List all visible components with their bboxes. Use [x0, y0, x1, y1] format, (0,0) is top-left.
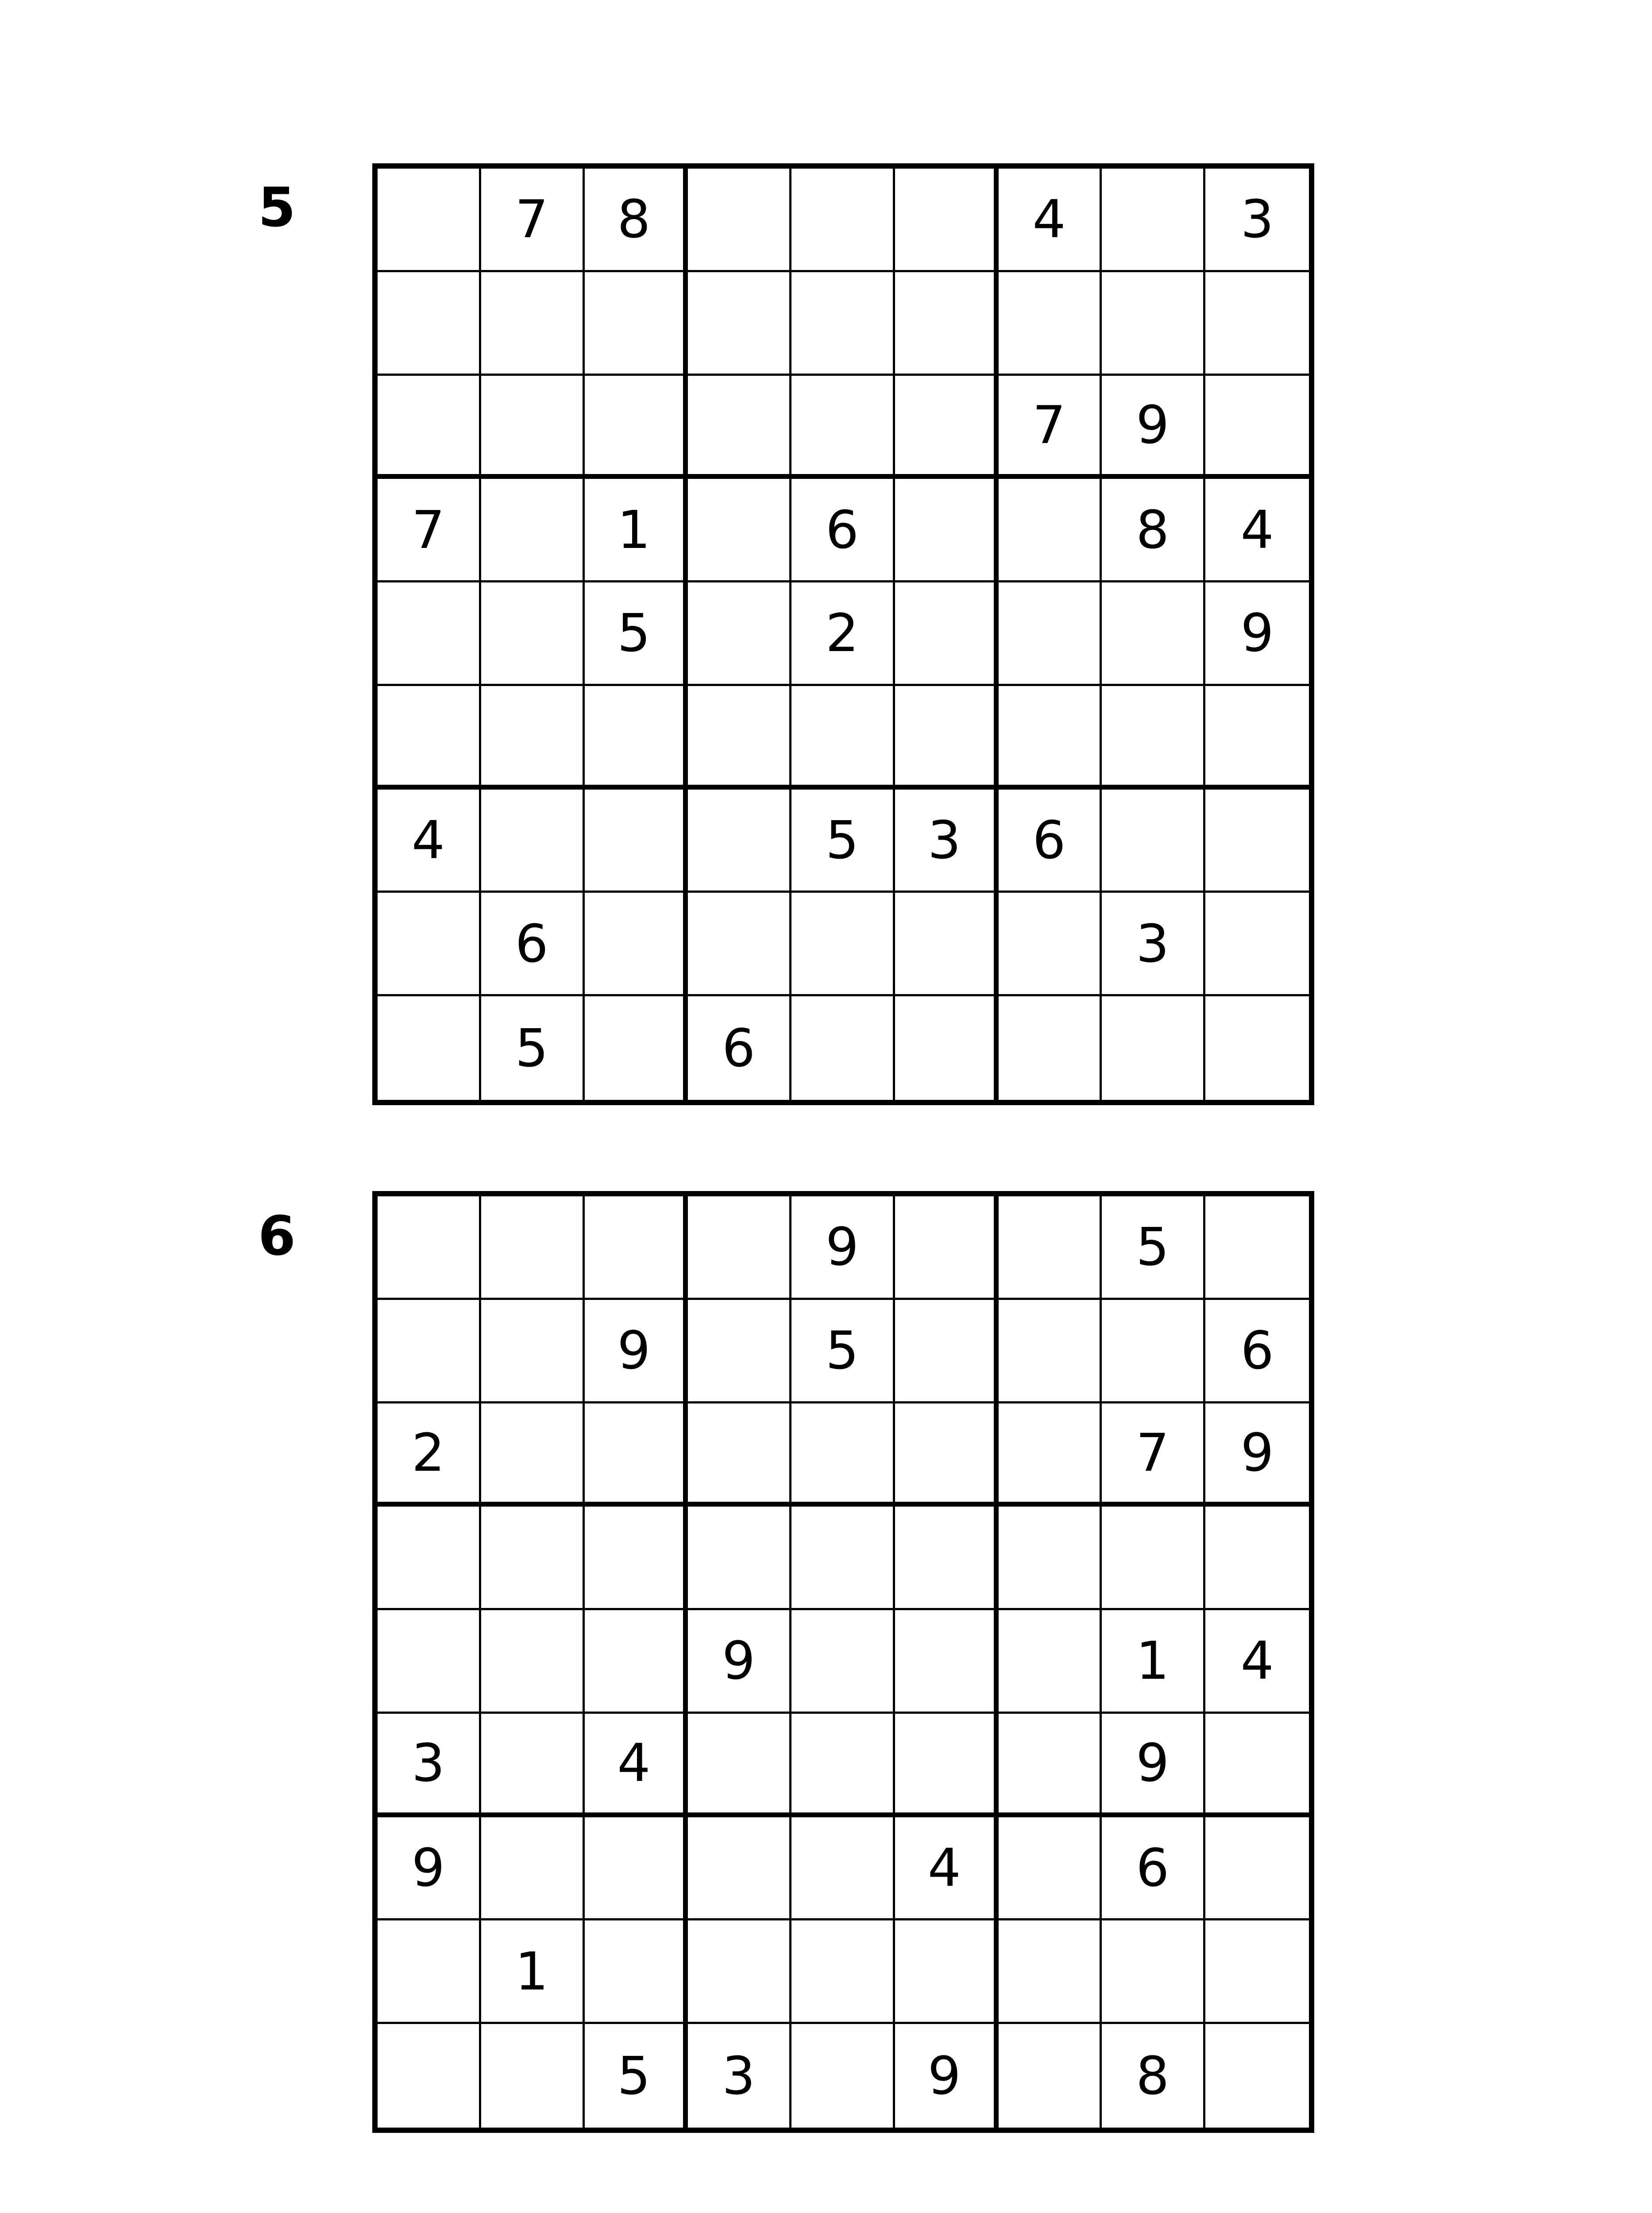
sudoku-cell[interactable] [999, 582, 1102, 686]
sudoku-cell[interactable] [585, 686, 688, 790]
sudoku-cell[interactable]: 1 [1102, 1610, 1205, 1714]
sudoku-cell[interactable]: 9 [1205, 1403, 1309, 1507]
sudoku-cell[interactable] [1102, 1507, 1205, 1610]
sudoku-cell[interactable] [688, 1403, 791, 1507]
sudoku-cell[interactable]: 4 [999, 169, 1102, 272]
sudoku-cell[interactable]: 3 [688, 2024, 791, 2128]
sudoku-cell[interactable] [895, 893, 999, 996]
sudoku-cell[interactable] [895, 1920, 999, 2024]
sudoku-cell[interactable]: 4 [378, 790, 481, 893]
sudoku-cell[interactable] [378, 996, 481, 1100]
sudoku-cell[interactable] [1102, 790, 1205, 893]
sudoku-cell[interactable] [688, 1817, 791, 1921]
sudoku-cell[interactable] [999, 1300, 1102, 1403]
sudoku-cell[interactable] [791, 1714, 895, 1817]
sudoku-cell[interactable] [999, 996, 1102, 1100]
sudoku-cell[interactable] [585, 893, 688, 996]
sudoku-cell[interactable] [481, 376, 585, 479]
sudoku-cell[interactable]: 9 [1102, 376, 1205, 479]
sudoku-cell[interactable]: 4 [585, 1714, 688, 1817]
sudoku-cell[interactable]: 9 [791, 1196, 895, 1300]
puzzle-number-5: 5 [258, 176, 296, 239]
sudoku-cell[interactable] [378, 1300, 481, 1403]
sudoku-cell[interactable] [585, 1610, 688, 1714]
sudoku-cell[interactable] [585, 1920, 688, 2024]
sudoku-cell[interactable] [688, 1507, 791, 1610]
sudoku-cell[interactable] [895, 376, 999, 479]
sudoku-cell[interactable] [585, 1507, 688, 1610]
sudoku-cell[interactable]: 9 [895, 2024, 999, 2128]
sudoku-cell[interactable] [585, 272, 688, 376]
sudoku-cell[interactable] [688, 1714, 791, 1817]
sudoku-cell[interactable]: 8 [1102, 2024, 1205, 2128]
sudoku-cell[interactable]: 2 [378, 1403, 481, 1507]
sudoku-cell[interactable] [481, 2024, 585, 2128]
sudoku-cell[interactable]: 3 [1102, 893, 1205, 996]
sudoku-cell[interactable]: 5 [585, 582, 688, 686]
sudoku-cell[interactable] [999, 1507, 1102, 1610]
sudoku-cell[interactable] [481, 479, 585, 582]
sudoku-cell[interactable]: 6 [791, 479, 895, 582]
sudoku-cell[interactable] [791, 686, 895, 790]
sudoku-cell[interactable] [378, 582, 481, 686]
sudoku-cell[interactable] [688, 790, 791, 893]
sudoku-cell[interactable] [378, 272, 481, 376]
sudoku-cell[interactable] [791, 1817, 895, 1921]
sudoku-cell[interactable] [481, 1300, 585, 1403]
sudoku-cell[interactable] [895, 686, 999, 790]
sudoku-cell[interactable] [895, 1714, 999, 1817]
sudoku-cell[interactable] [585, 1817, 688, 1921]
sudoku-cell[interactable] [999, 1196, 1102, 1300]
sudoku-cell[interactable] [378, 2024, 481, 2128]
sudoku-cell[interactable]: 6 [688, 996, 791, 1100]
sudoku-cell[interactable]: 3 [1205, 169, 1309, 272]
sudoku-cell[interactable] [895, 1196, 999, 1300]
sudoku-cell[interactable] [1102, 1300, 1205, 1403]
sudoku-cell[interactable] [378, 1507, 481, 1610]
sudoku-cell[interactable]: 6 [481, 893, 585, 996]
sudoku-cell[interactable]: 9 [1102, 1714, 1205, 1817]
sudoku-cell[interactable]: 8 [1102, 479, 1205, 582]
sudoku-cell[interactable] [895, 996, 999, 1100]
sudoku-cell[interactable] [481, 790, 585, 893]
sudoku-cell[interactable] [481, 686, 585, 790]
sudoku-cell[interactable] [481, 1714, 585, 1817]
sudoku-cell[interactable] [1205, 996, 1309, 1100]
sudoku-cell[interactable]: 6 [1102, 1817, 1205, 1921]
sudoku-cell[interactable] [378, 376, 481, 479]
sudoku-cell[interactable] [481, 1507, 585, 1610]
sudoku-cell[interactable] [688, 272, 791, 376]
sudoku-cell[interactable] [688, 376, 791, 479]
sudoku-cell[interactable] [378, 893, 481, 996]
sudoku-cell[interactable]: 7 [1102, 1403, 1205, 1507]
sudoku-cell[interactable] [481, 1817, 585, 1921]
sudoku-cell[interactable] [791, 1507, 895, 1610]
sudoku-cell[interactable]: 7 [999, 376, 1102, 479]
sudoku-cell[interactable] [791, 893, 895, 996]
sudoku-cell[interactable] [1102, 272, 1205, 376]
sudoku-cell[interactable]: 4 [1205, 479, 1309, 582]
sudoku-cell[interactable] [1102, 169, 1205, 272]
sudoku-cell[interactable]: 9 [378, 1817, 481, 1921]
sudoku-cell[interactable] [1102, 686, 1205, 790]
sudoku-cell[interactable] [1205, 376, 1309, 479]
sudoku-cell[interactable] [999, 1714, 1102, 1817]
sudoku-cell[interactable]: 4 [895, 1817, 999, 1921]
sudoku-cell[interactable] [1205, 790, 1309, 893]
sudoku-cell[interactable] [791, 1920, 895, 2024]
sudoku-cell[interactable] [999, 272, 1102, 376]
sudoku-cell[interactable]: 5 [791, 1300, 895, 1403]
sudoku-cell[interactable] [999, 479, 1102, 582]
sudoku-cell[interactable] [585, 376, 688, 479]
sudoku-cell[interactable] [378, 1196, 481, 1300]
sudoku-cell[interactable] [688, 1300, 791, 1403]
sudoku-cell[interactable] [1205, 893, 1309, 996]
sudoku-cell[interactable] [688, 686, 791, 790]
sudoku-cell[interactable] [585, 1403, 688, 1507]
sudoku-cell[interactable] [895, 582, 999, 686]
sudoku-cell[interactable] [895, 1507, 999, 1610]
sudoku-cell[interactable] [791, 1403, 895, 1507]
sudoku-cell[interactable] [1102, 1920, 1205, 2024]
sudoku-cell[interactable]: 2 [791, 582, 895, 686]
sudoku-cell[interactable] [481, 272, 585, 376]
sudoku-grid-6 [372, 1191, 1314, 2133]
sudoku-cell[interactable] [1102, 996, 1205, 1100]
sudoku-cell[interactable]: 3 [895, 790, 999, 893]
sudoku-cell[interactable]: 5 [1102, 1196, 1205, 1300]
sudoku-cell[interactable]: 8 [585, 169, 688, 272]
sudoku-cell[interactable] [585, 1196, 688, 1300]
sudoku-cell[interactable] [895, 479, 999, 582]
sudoku-cell[interactable] [1205, 686, 1309, 790]
sudoku-cell[interactable] [1102, 582, 1205, 686]
sudoku-cell[interactable] [999, 1920, 1102, 2024]
sudoku-cell[interactable]: 1 [481, 1920, 585, 2024]
sudoku-cell[interactable] [895, 1610, 999, 1714]
sudoku-cell[interactable] [1205, 2024, 1309, 2128]
sudoku-cell[interactable] [378, 169, 481, 272]
sudoku-cell[interactable] [1205, 1507, 1309, 1610]
sudoku-cell[interactable] [688, 582, 791, 686]
sudoku-cell[interactable] [999, 1817, 1102, 1921]
sudoku-cell[interactable] [585, 996, 688, 1100]
sudoku-cell[interactable] [378, 1920, 481, 2024]
sudoku-cell[interactable] [688, 479, 791, 582]
sudoku-cell[interactable] [585, 790, 688, 893]
sudoku-cell[interactable] [688, 1920, 791, 2024]
sudoku-cell[interactable] [688, 1196, 791, 1300]
sudoku-cell[interactable] [481, 582, 585, 686]
sudoku-cell[interactable] [791, 996, 895, 1100]
sudoku-cell[interactable] [688, 893, 791, 996]
sudoku-cell[interactable] [999, 893, 1102, 996]
sudoku-cell[interactable]: 6 [1205, 1300, 1309, 1403]
sudoku-cell[interactable]: 6 [999, 790, 1102, 893]
sudoku-grid-5 [372, 163, 1314, 1105]
sudoku-cell[interactable] [1205, 1714, 1309, 1817]
sudoku-cell[interactable] [791, 2024, 895, 2128]
sudoku-cell[interactable] [895, 1403, 999, 1507]
sudoku-cell[interactable] [378, 686, 481, 790]
sudoku-cell[interactable] [999, 1403, 1102, 1507]
sudoku-cell[interactable] [895, 1300, 999, 1403]
sudoku-cell[interactable] [999, 1610, 1102, 1714]
sudoku-cell[interactable]: 5 [791, 790, 895, 893]
sudoku-cell[interactable] [1205, 1920, 1309, 2024]
sudoku-cell[interactable]: 9 [585, 1300, 688, 1403]
sudoku-cell[interactable] [1205, 1196, 1309, 1300]
sudoku-cell[interactable] [791, 272, 895, 376]
sudoku-cell[interactable]: 7 [481, 169, 585, 272]
sudoku-cell[interactable] [481, 1196, 585, 1300]
sudoku-cell[interactable] [1205, 272, 1309, 376]
sudoku-cell[interactable] [378, 1610, 481, 1714]
sudoku-cell[interactable] [895, 169, 999, 272]
sudoku-cell[interactable] [999, 2024, 1102, 2128]
sudoku-cell[interactable] [481, 1403, 585, 1507]
sudoku-cell[interactable]: 9 [1205, 582, 1309, 686]
sudoku-cell[interactable] [481, 1610, 585, 1714]
sudoku-cell[interactable]: 9 [688, 1610, 791, 1714]
sudoku-cell[interactable] [895, 272, 999, 376]
sudoku-cell[interactable] [791, 169, 895, 272]
sudoku-cell[interactable]: 5 [481, 996, 585, 1100]
sudoku-cell[interactable] [999, 686, 1102, 790]
sudoku-cell[interactable]: 5 [585, 2024, 688, 2128]
sudoku-cell[interactable]: 4 [1205, 1610, 1309, 1714]
sudoku-cell[interactable] [791, 1610, 895, 1714]
puzzle-number-6: 6 [258, 1205, 296, 1268]
sudoku-cell[interactable] [1205, 1817, 1309, 1921]
sudoku-cell[interactable] [791, 376, 895, 479]
sudoku-cell[interactable]: 1 [585, 479, 688, 582]
sudoku-cell[interactable] [688, 169, 791, 272]
sudoku-cell[interactable]: 3 [378, 1714, 481, 1817]
sudoku-cell[interactable]: 7 [378, 479, 481, 582]
